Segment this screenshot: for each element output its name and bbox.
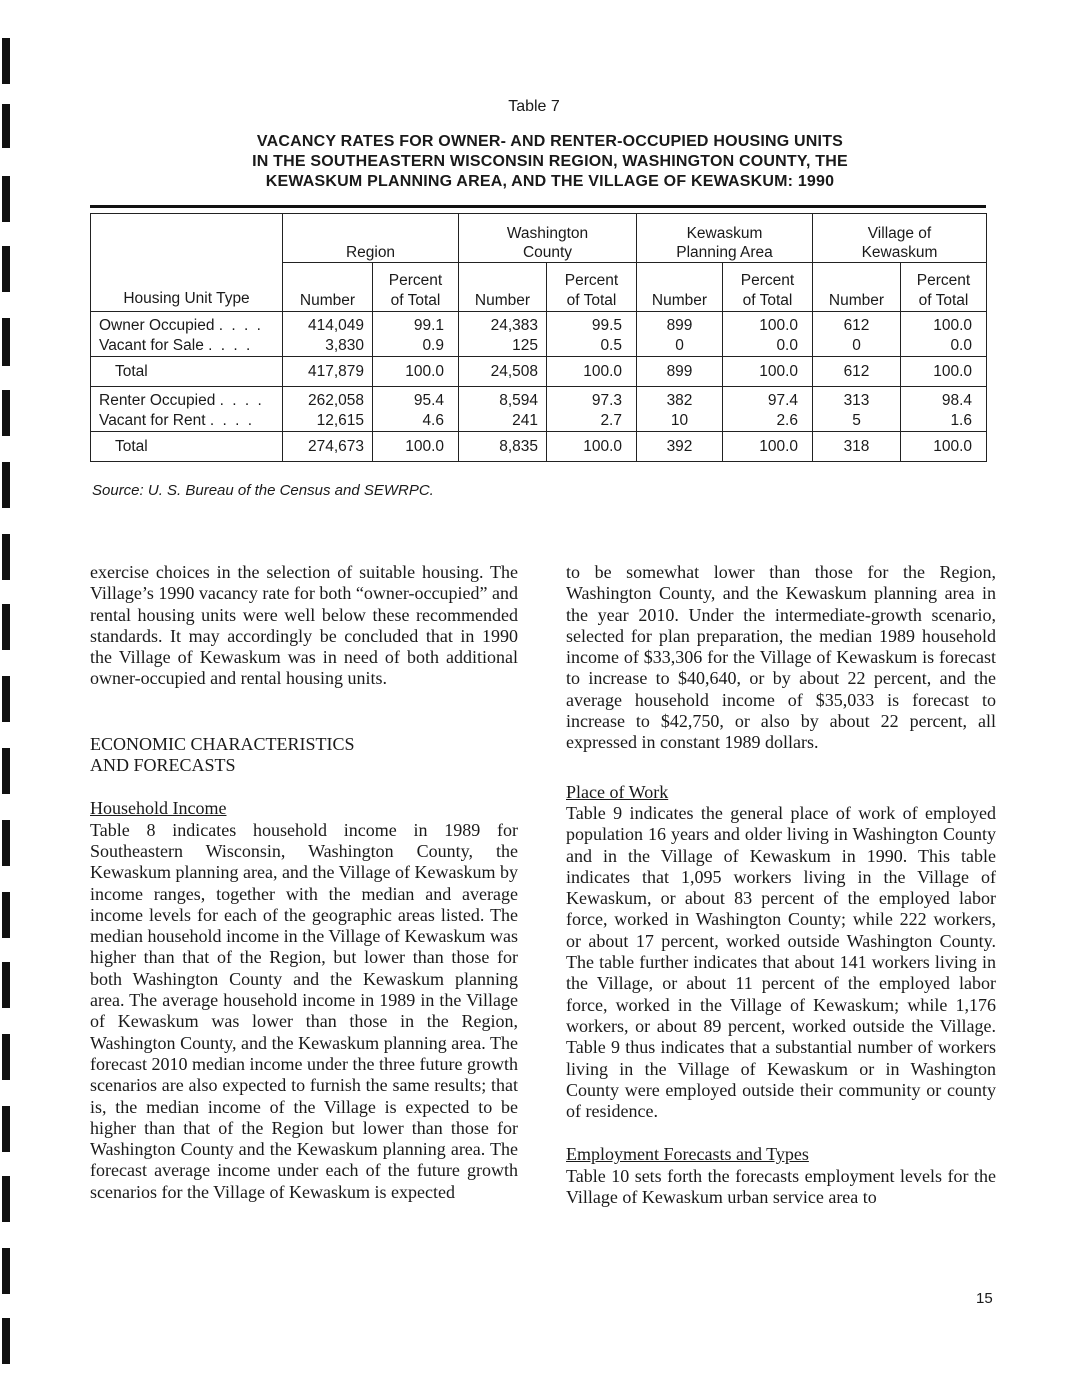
cell-number: 899 [637, 312, 723, 337]
percent-header [547, 263, 637, 312]
row-label: Total [91, 357, 283, 387]
body-paragraph: Table 10 sets forth the forecasts employment levels for the Village of Kewaskum urban service area to [566, 1165, 996, 1208]
cell-number: 899 [637, 357, 723, 387]
row-label-text: Owner Occupied [99, 317, 215, 334]
row-header-cell: Housing Unit Type [91, 214, 283, 312]
row-label [91, 411, 283, 432]
table-number: Table 7 [508, 98, 560, 115]
group-line2: Kewaskum [861, 244, 938, 261]
cell-percent: 100.0 [373, 432, 459, 462]
percent-header [901, 263, 987, 312]
cell-percent: 100.0 [723, 432, 813, 462]
cell-percent: 0.0 [723, 336, 813, 357]
cell-percent: 2.7 [547, 411, 637, 432]
percent-header-line1: Percent [564, 272, 619, 289]
table-row [91, 387, 987, 412]
cell-number: 241 [459, 411, 547, 432]
cell-percent: 100.0 [901, 432, 987, 462]
number-header: Number [637, 263, 723, 312]
number-header: Number [813, 263, 901, 312]
percent-header [723, 263, 813, 312]
cell-number: 0 [637, 336, 723, 357]
group-line2: County [522, 244, 573, 261]
body-paragraph: Table 8 indicates household income in 1989 for Southeastern Wisconsin, Washington County, the Kewaskum planning area, and the Village of Kewaskum by income ranges, together with the median and average income levels for each of the geographic areas listed. The median household income in the Village of Kewaskum was higher than that of the Region, but lower than those for both Washington County and the Kewaskum planning area. The average household income in 1989 in the Village of Kewaskum was lower than those in the Region, Washington County, and the Kewaskum planning area. The forecast 2010 median income under the three future growth scenarios are also expected to furnish the same results; that is, the median income of the Village is expected to be higher than that of the Region but lower than those for Washington County and the Kewaskum planning area. The forecast average income under each of the future growth scenarios for the Village of Kewaskum is expected [90, 819, 518, 1202]
cell-number: 262,058 [283, 387, 373, 412]
cell-number: 318 [813, 432, 901, 462]
percent-header-line2: of Total [918, 292, 969, 309]
percent-header-line1: Percent [916, 272, 971, 289]
group-header-county [459, 214, 637, 263]
table-source-note: Source: U. S. Bureau of the Census and SEWRPC. [92, 482, 434, 499]
table-title-line: IN THE SOUTHEASTERN WISCONSIN REGION, WASHINGTON COUNTY, THE [252, 153, 848, 170]
body-paragraph: Table 9 indicates the general place of work of employed population 16 years and older living in Washington County and in the Village of Kewaskum in 1990. This table indicates that 1,095 workers living in the Village of Kewaskum, or about 83 percent of the employed labor force, worked in Washington County; while 222 workers, or about 17 percent, worked outside Washington County. The table further indicates that about 141 workers living in the Village, or about 11 percent of the employed labor force, worked in the Village of Kewaskum; while 1,176 workers, or about 89 percent, worked outside the Village. Table 9 thus indicates that a substantial number of workers living in the Village of Kewaskum or in Washington County were employed outside their community or county of residence. [566, 802, 996, 1122]
cell-number: 392 [637, 432, 723, 462]
cell-number: 0 [813, 336, 901, 357]
cell-percent: 100.0 [547, 432, 637, 462]
cell-percent: 99.5 [547, 312, 637, 337]
percent-header-line2: of Total [566, 292, 617, 309]
body-paragraph: exercise choices in the selection of suitable housing. The Village’s 1990 vacancy rate for both “owner-occupied” and rental housing units were well below these recommended standards. It may accordingly be concluded that in 1990 the Village of Kewaskum was in need of both additional owner-occupied and rental housing units. [90, 562, 518, 689]
group-header-region [283, 214, 459, 263]
cell-percent: 1.6 [901, 411, 987, 432]
cell-number: 417,879 [283, 357, 373, 387]
cell-percent: 100.0 [901, 357, 987, 387]
row-label-text: Renter Occupied [99, 392, 216, 409]
title-rule [90, 205, 986, 208]
page-number: 15 [976, 1290, 993, 1307]
group-line1: Washington [506, 225, 589, 242]
cell-number: 8,835 [459, 432, 547, 462]
percent-header-line1: Percent [740, 272, 795, 289]
table-title-line: VACANCY RATES FOR OWNER- AND RENTER-OCCUPIED HOUSING UNITS [256, 133, 844, 150]
subheading-place-of-work: Place of Work [566, 781, 669, 802]
right-text-column [566, 562, 996, 1208]
subheading-household-income: Household Income [90, 798, 227, 819]
cell-number: 414,049 [283, 312, 373, 337]
row-label [91, 312, 283, 337]
leader-dots: . . . . [219, 392, 264, 409]
cell-number: 612 [813, 357, 901, 387]
cell-number: 125 [459, 336, 547, 357]
leader-dots: . . . . [209, 412, 255, 429]
group-line1: Village of [867, 225, 932, 242]
cell-percent: 4.6 [373, 411, 459, 432]
group-line2: Planning Area [676, 244, 773, 261]
cell-number: 5 [813, 411, 901, 432]
cell-percent: 95.4 [373, 387, 459, 412]
group-header-village [813, 214, 987, 263]
table-title [150, 132, 950, 192]
table-total-row [91, 432, 987, 462]
cell-percent: 98.4 [901, 387, 987, 412]
group-line1: Kewaskum [686, 225, 763, 242]
cell-percent: 0.5 [547, 336, 637, 357]
body-paragraph: to be somewhat lower than those for the Region, Washington County, and the Kewaskum planning area in the year 2010. Under the intermediate-growth scenario, selected for plan preparation, the median 1989 household income of $33,306 for the Village of Kewaskum is forecast to increase to $40,640, or by about 22 percent, and the average household income of $35,033 is forecast to increase to $42,750, or also by about 22 percent, all expressed in constant 1989 dollars. [566, 562, 996, 753]
leader-dots: . . . . [218, 317, 263, 334]
cell-number: 12,615 [283, 411, 373, 432]
cell-number: 382 [637, 387, 723, 412]
cell-number: 274,673 [283, 432, 373, 462]
cell-percent: 100.0 [901, 312, 987, 337]
group-line2: Region [345, 244, 396, 261]
cell-percent: 100.0 [373, 357, 459, 387]
section-heading [90, 734, 518, 777]
cell-percent: 100.0 [547, 357, 637, 387]
cell-number: 313 [813, 387, 901, 412]
percent-header [373, 263, 459, 312]
number-header: Number [459, 263, 547, 312]
cell-percent: 100.0 [723, 312, 813, 337]
percent-header-line1: Percent [388, 272, 443, 289]
row-label: Total [91, 432, 283, 462]
number-header: Number [283, 263, 373, 312]
cell-percent: 0.0 [901, 336, 987, 357]
table-title-line: KEWASKUM PLANNING AREA, AND THE VILLAGE OF KEWASKUM: 1990 [265, 173, 835, 190]
row-label [91, 336, 283, 357]
row-label-text: Vacant for Rent [99, 412, 206, 429]
cell-number: 612 [813, 312, 901, 337]
row-label-text: Vacant for Sale [99, 337, 204, 354]
cell-number: 8,594 [459, 387, 547, 412]
cell-percent: 97.3 [547, 387, 637, 412]
row-label [91, 387, 283, 412]
left-text-column [90, 562, 518, 1203]
table-group-header-row [91, 214, 987, 263]
section-heading-line: ECONOMIC CHARACTERISTICS [90, 733, 355, 754]
table-row [91, 336, 987, 357]
table-row [91, 411, 987, 432]
cell-percent: 97.4 [723, 387, 813, 412]
cell-number: 24,508 [459, 357, 547, 387]
cell-percent: 99.1 [373, 312, 459, 337]
table-row [91, 312, 987, 337]
cell-percent: 0.9 [373, 336, 459, 357]
binding-marks [0, 0, 14, 1380]
table-total-row [91, 357, 987, 387]
cell-percent: 100.0 [723, 357, 813, 387]
cell-number: 10 [637, 411, 723, 432]
cell-percent: 2.6 [723, 411, 813, 432]
cell-number: 24,383 [459, 312, 547, 337]
leader-dots: . . . . [208, 337, 253, 354]
vacancy-table [90, 213, 987, 462]
subheading-employment-forecasts: Employment Forecasts and Types [566, 1144, 809, 1165]
percent-header-line2: of Total [742, 292, 793, 309]
cell-number: 3,830 [283, 336, 373, 357]
percent-header-line2: of Total [390, 292, 441, 309]
section-heading-line: AND FORECASTS [90, 755, 236, 776]
group-header-planning-area [637, 214, 813, 263]
